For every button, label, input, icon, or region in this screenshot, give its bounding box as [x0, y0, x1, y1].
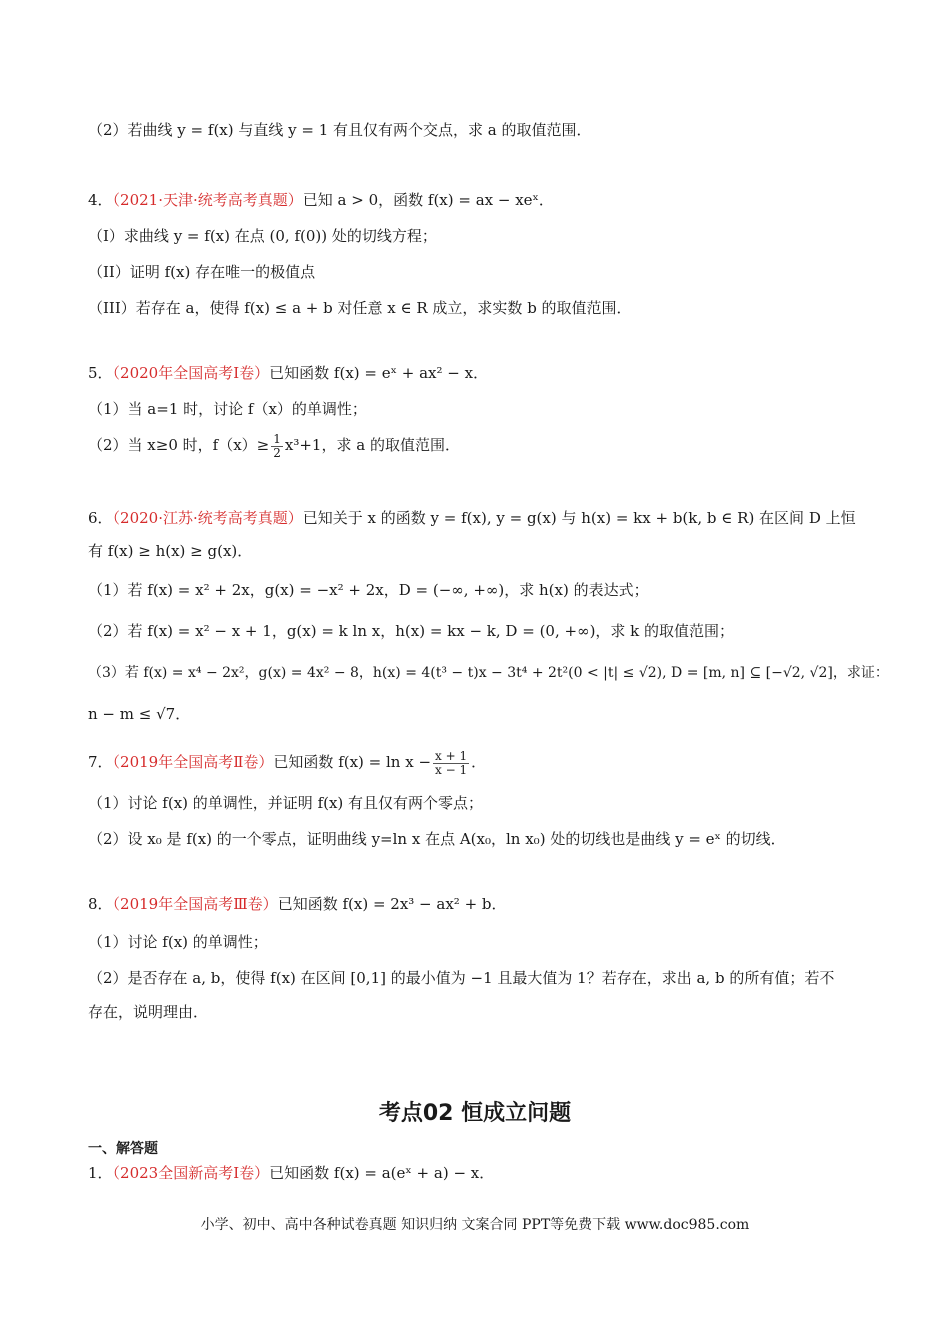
section-label: 一、解答题 [88, 1141, 158, 1157]
q6-stem [88, 508, 856, 528]
q6-source-tag: （2020·江苏·统考高考真题） [112, 509, 303, 527]
q7-frac-num: x + 1 [435, 748, 468, 763]
q7-fraction [433, 750, 469, 777]
q5-frac-num: 1 [273, 431, 281, 446]
q5-frac-den: 2 [273, 445, 281, 460]
q7-stem [88, 748, 486, 777]
q6-number: 6． [88, 509, 113, 527]
q7-part2: （2）设 x₀ 是 f(x) 的一个零点，证明曲线 y=ln x 在点 A(x₀，ln x₀) 处的切线也是曲线 y = eˣ 的切线． [88, 830, 786, 848]
q4-part2: （II）证明 f(x) 存在唯一的极值点 [88, 263, 316, 281]
next-q1-source-tag: （2023全国新高考Ⅰ卷） [112, 1164, 270, 1182]
q4-number: 4． [88, 191, 113, 209]
q7-source-tag: （2019年全国高考Ⅱ卷） [112, 753, 274, 771]
q5-part2-a: （2）当 x≥0 时，f（x）≥ [88, 436, 270, 454]
q6-part1: （1）若 f(x) = x² + 2x，g(x) = −x² + 2x，D = (−∞, +∞)，求 h(x) 的表达式； [88, 581, 649, 599]
q8-stem [88, 894, 507, 914]
q4-text: 已知 a > 0，函数 f(x) = ax − xeˣ． [302, 191, 554, 209]
q5-stem [88, 363, 488, 383]
q5-part2 [88, 432, 460, 460]
q7-text-b: ． [471, 753, 487, 771]
q7-frac-den: x − 1 [435, 762, 468, 777]
next-q1-text: 已知函数 f(x) = a(eˣ + a) − x． [269, 1164, 495, 1182]
q4-stem [88, 190, 554, 210]
q4-source-tag: （2021·天津·统考高考真题） [112, 191, 303, 209]
q6-stem-cont: 有 f(x) ≥ h(x) ≥ g(x)． [88, 542, 253, 560]
q5-source-tag: （2020年全国高考Ⅰ卷） [112, 364, 270, 382]
q8-text: 已知函数 f(x) = 2x³ − ax² + b． [277, 895, 507, 913]
q8-number: 8． [88, 895, 113, 913]
q5-part1: （1）当 a=1 时，讨论 f（x）的单调性； [88, 400, 367, 418]
q4-part1: （I）求曲线 y = f(x) 在点 (0, f(0)) 处的切线方程； [88, 227, 437, 245]
q6-part3: （3）若 f(x) = x⁴ − 2x²，g(x) = 4x² − 8，h(x) = 4(t³ − t)x − 3t⁴ + 2t²(0 < |t| ≤ √2), D = [m, n] ⊆ [−√2, √2]，求证： [88, 665, 889, 681]
q5-part2-b: x³+1，求 a 的取值范围． [284, 436, 460, 454]
next-q1-number: 1． [88, 1164, 113, 1182]
q8-part1: （1）讨论 f(x) 的单调性； [88, 933, 268, 951]
q6-part3-cont: n − m ≤ √7． [88, 705, 191, 723]
q3-part2: （2）若曲线 y = f(x) 与直线 y = 1 有且仅有两个交点，求 a 的取值范围． [88, 121, 592, 139]
q5-text: 已知函数 f(x) = eˣ + ax² − x． [269, 364, 489, 382]
q8-source-tag: （2019年全国高考Ⅲ卷） [112, 895, 278, 913]
q4-part3: （III）若存在 a，使得 f(x) ≤ a + b 对任意 x ∈ R 成立，求实数 b 的取值范围． [88, 299, 632, 317]
next-q1-stem [88, 1163, 494, 1183]
q5-fraction [271, 433, 283, 460]
q6-part2: （2）若 f(x) = x² − x + 1，g(x) = k ln x，h(x) = kx − k, D = (0, +∞)，求 k 的取值范围； [88, 622, 735, 640]
q8-part2-cont: 存在，说明理由． [88, 1003, 209, 1021]
q6-text: 已知关于 x 的函数 y = f(x), y = g(x) 与 h(x) = kx + b(k, b ∈ R) 在区间 D 上恒 [302, 509, 856, 527]
section-heading: 考点02 恒成立问题 [378, 1101, 572, 1126]
q7-text-a: 已知函数 f(x) = ln x − [273, 753, 432, 771]
q7-number: 7． [88, 753, 113, 771]
q8-part2: （2）是否存在 a, b，使得 f(x) 在区间 [0,1] 的最小值为 −1 且最大值为 1？若存在，求出 a, b 的所有值；若不 [88, 969, 835, 987]
page-footer: 小学、初中、高中各种试卷真题 知识归纳 文案合同 PPT等免费下载 www.doc985.com [200, 1217, 750, 1233]
q7-part1: （1）讨论 f(x) 的单调性，并证明 f(x) 有且仅有两个零点； [88, 794, 484, 812]
q5-number: 5． [88, 364, 113, 382]
